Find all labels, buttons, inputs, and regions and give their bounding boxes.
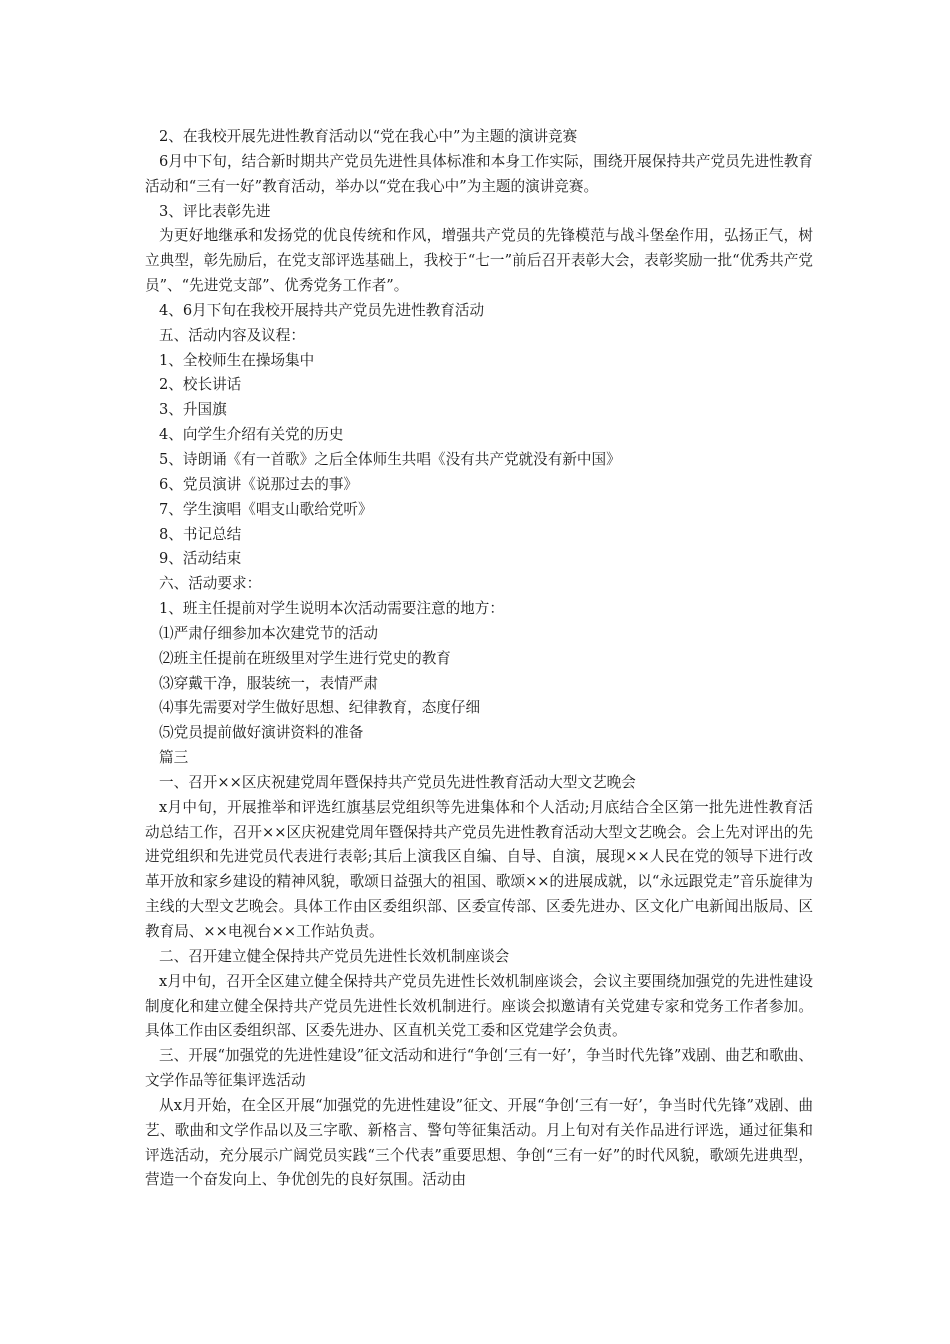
paragraph: 为更好地继承和发扬党的优良传统和作风，增强共产党员的先锋模范与战斗堡垒作用，弘扬正气，树立典型，彰先励后，在党支部评选基础上，我校于“七一”前后召开表彰大会，表彰奖励一批“优秀共产党员”、“先进党支部”、优秀党务工作者”。 [145, 227, 813, 295]
paragraph: 3、评比表彰先进 [159, 202, 271, 220]
section-heading: 三、开展“加强党的先进性建设”征文活动和进行“争创‘三有一好’，争当时代先锋”戏剧、曲艺和歌曲、文学作品等征集评选活动 [145, 1047, 813, 1090]
list-item: ⑸党员提前做好演讲资料的准备 [159, 724, 364, 742]
paragraph: x月中旬，开展推举和评选红旗基层党组织等先进集体和个人活动;月底结合全区第一批先进性教育活动总结工作，召开××区庆祝建党周年暨保持共产党员先进性教育活动大型文艺晚会。会上先对评出的先进党组织和先进党员代表进行表彰;其后上演我区自编、自导、自演，展现××人民在党的领导下进行改革开放和家乡建设的精神风貌，歌颂日益强大的祖国、歌颂××的进展成就，以“永远跟党走”音乐旋律为主线的大型文艺晚会。具体工作由区委组织部、区委宣传部、区委先进办、区文化广电新闻出版局、区教育局、××电视台××工作站负责。 [145, 798, 813, 940]
list-item: 1、班主任提前对学生说明本次活动需要注意的地方： [159, 600, 504, 618]
list-item: 9、活动结束 [159, 550, 242, 568]
section-heading: 五、活动内容及议程： [159, 326, 305, 344]
list-item: 4、向学生介绍有关党的历史 [159, 426, 344, 444]
paragraph: 从x月开始，在全区开展“加强党的先进性建设”征文、开展“争创‘三有一好’，争当时代先锋”戏剧、曲艺、歌曲和文学作品以及三字歌、新格言、警句等征集活动。月上旬对有关作品进行评选，通过征集和评选活动，充分展示广阔党员实践“三个代表”重要思想、争创“三有一好”的时代风貌，歌颂先进典型，营造一个奋发向上、争优创先的良好氛围。活动由 [145, 1096, 813, 1189]
list-item: 8、书记总结 [159, 525, 242, 543]
list-item: ⑴严肃仔细参加本次建党节的活动 [159, 624, 378, 642]
list-item: ⑵班主任提前在班级里对学生进行党史的教育 [159, 649, 451, 667]
paragraph: x月中旬，召开全区建立健全保持共产党员先进性长效机制座谈会，会议主要围绕加强党的先进性建设制度化和建立健全保持共产党员先进性长效机制进行。座谈会拟邀请有关党建专家和党务工作者参加。具体工作由区委组织部、区委先进办、区直机关党工委和区党建学会负责。 [145, 972, 813, 1040]
list-item: 6、党员演讲《说那过去的事》 [159, 475, 359, 493]
paragraph: 4、6月下旬在我校开展持共产党员先进性教育活动 [159, 301, 485, 319]
list-item: 3、升国旗 [159, 401, 227, 419]
list-item: 2、校长讲话 [159, 376, 242, 394]
paragraph: 2、在我校开展先进性教育活动以“党在我心中”为主题的演讲竞赛 [159, 128, 578, 145]
section-heading: 二、召开建立健全保持共产党员先进性长效机制座谈会 [159, 947, 510, 965]
part-heading: 篇三 [159, 749, 189, 767]
document-body [145, 125, 813, 1193]
section-heading: 一、召开××区庆祝建党周年暨保持共产党员先进性教育活动大型文艺晚会 [159, 773, 636, 791]
list-item: 5、诗朗诵《有一首歌》之后全体师生共唱《没有共产党就没有新中国》 [159, 450, 621, 468]
paragraph: 6月中下旬，结合新时期共产党员先进性具体标准和本身工作实际，围绕开展保持共产党员先进性教育活动和“三有一好”教育活动，举办以“党在我心中”为主题的演讲竞赛。 [145, 152, 813, 195]
list-item: ⑶穿戴干净，服装统一，表情严肃 [159, 674, 378, 692]
section-heading: 六、活动要求： [159, 575, 262, 593]
list-item: 1、全校师生在操场集中 [159, 351, 315, 369]
list-item: 7、学生演唱《唱支山歌给党听》 [159, 500, 373, 518]
list-item: ⑷事先需要对学生做好思想、纪律教育，态度仔细 [159, 699, 481, 717]
